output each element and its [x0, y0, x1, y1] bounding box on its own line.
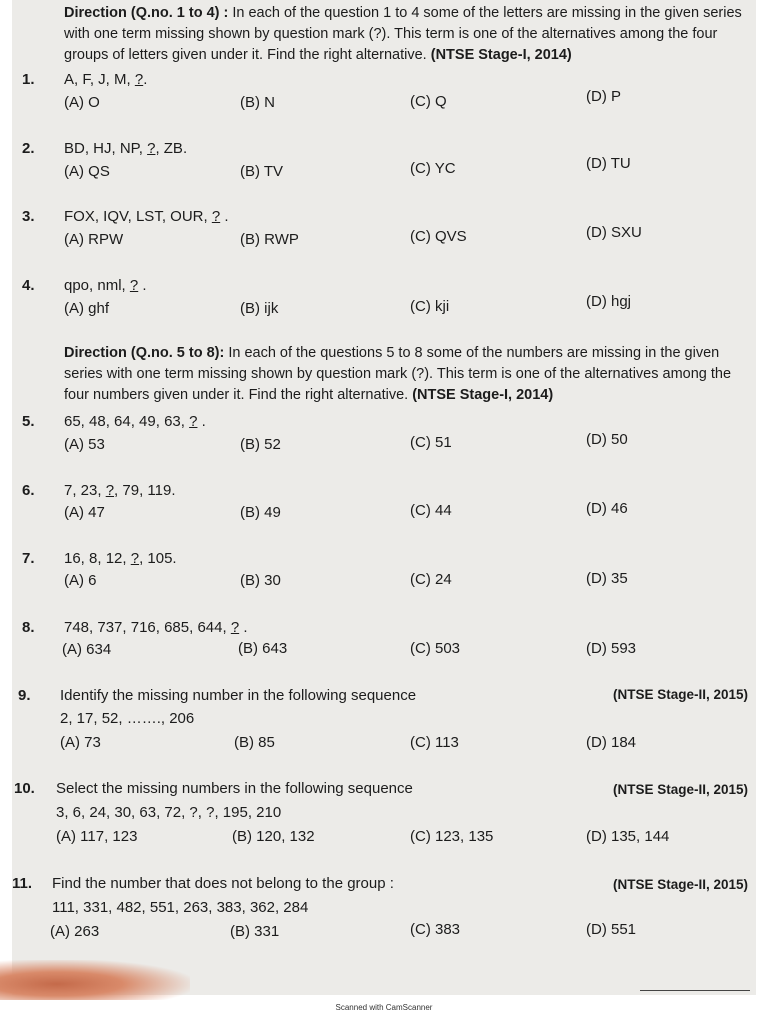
question-number: 5.	[22, 413, 35, 430]
question-text: qpo, nml, ? .	[64, 277, 147, 294]
option-c: (C) 113	[410, 734, 459, 751]
question-text: A, F, J, M, ?.	[64, 71, 148, 88]
option-a: (A) RPW	[64, 231, 124, 248]
question-source: (NTSE Stage-II, 2015)	[612, 877, 748, 892]
question-text: 16, 8, 12, ?, 105.	[64, 550, 177, 567]
option-d: (D) hgj	[586, 293, 632, 310]
option-d: (D) 593	[586, 640, 637, 657]
option-b: (B) 331	[230, 923, 280, 940]
thumb-shadow	[0, 960, 190, 1000]
question-number: 8.	[22, 619, 35, 636]
option-c: (C) Q	[410, 93, 447, 110]
option-d: (D) 135, 144	[586, 828, 670, 845]
option-b: (B) 120, 132	[232, 828, 315, 845]
option-d: (D) 50	[586, 431, 628, 448]
question-text: Select the missing numbers in the following sequence	[56, 780, 413, 797]
option-b: (B) TV	[240, 163, 284, 180]
question-text: Find the number that does not belong to the group :	[52, 875, 394, 892]
option-d: (D) 46	[586, 500, 628, 517]
option-b: (B) 643	[238, 640, 288, 657]
option-d: (D) P	[586, 88, 621, 105]
option-a: (A) 117, 123	[56, 828, 138, 845]
question-number: 2.	[22, 140, 35, 157]
option-b: (B) 85	[234, 734, 275, 751]
question-number: 3.	[22, 208, 35, 225]
question-number: 11.	[12, 875, 33, 892]
question-text: Identify the missing number in the following sequence	[60, 687, 417, 704]
option-a: (A) 6	[64, 572, 97, 589]
question-source: (NTSE Stage-II, 2015)	[612, 782, 748, 797]
option-c: (C) QVS	[410, 228, 467, 245]
question-text: BD, HJ, NP, ?, ZB.	[64, 140, 188, 157]
option-a: (A) QS	[64, 163, 110, 180]
question-number: 6.	[22, 482, 35, 499]
question-number: 1.	[22, 71, 35, 88]
option-c: (C) YC	[410, 160, 456, 177]
direction-text: In each of the questions 5 to 8 some of the numbers are missing in the given series with one term missing shown by question mark (?). This term is one of the alternatives among the four numbers given under it. Find the right alternative.	[64, 345, 732, 403]
option-c: (C) 123, 135	[410, 828, 494, 845]
direction-title: Direction (Q.no. 1 to 4) :	[64, 5, 229, 21]
option-b: (B) 30	[240, 572, 281, 589]
question-number: 7.	[22, 550, 35, 567]
option-b: (B) N	[240, 94, 275, 111]
direction-title: Direction (Q.no. 5 to 8):	[64, 345, 225, 361]
option-d: (D) 184	[586, 734, 637, 751]
option-c: (C) 51	[410, 434, 452, 451]
option-a: (A) 53	[64, 436, 105, 453]
option-a: (A) O	[64, 94, 100, 111]
option-b: (B) ijk	[240, 300, 279, 317]
option-d: (D) 35	[586, 570, 628, 587]
question-text: 7, 23, ?, 79, 119.	[64, 482, 176, 499]
option-c: (C) 383	[410, 921, 461, 938]
option-a: (A) 634	[62, 641, 112, 658]
question-number: 10.	[14, 780, 35, 797]
option-a: (A) 47	[64, 504, 105, 521]
scanner-watermark: Scanned with CamScanner	[335, 1003, 433, 1012]
direction-1	[64, 3, 748, 66]
direction-2	[64, 343, 748, 406]
option-c: (C) 503	[410, 640, 461, 657]
option-a: (A) 263	[50, 923, 100, 940]
question-text: FOX, IQV, LST, OUR, ? .	[64, 208, 229, 225]
option-c: (C) 44	[410, 502, 452, 519]
question-number: 9.	[18, 687, 31, 704]
option-c: (C) kji	[410, 298, 450, 315]
option-d: (D) TU	[586, 155, 631, 172]
direction-text: In each of the question 1 to 4 some of the letters are missing in the given series with one term missing shown by question mark (?). This term is one of the alternatives among the four groups of letters given under it. Find the right alternative.	[64, 5, 742, 63]
question-sequence: 2, 17, 52, ……., 206	[60, 710, 195, 727]
option-d: (D) 551	[586, 921, 637, 938]
page-rule	[640, 990, 750, 991]
question-sequence: 3, 6, 24, 30, 63, 72, ?, ?, 195, 210	[56, 804, 282, 821]
option-d: (D) SXU	[586, 224, 642, 241]
question-text: 748, 737, 716, 685, 644, ? .	[64, 619, 248, 636]
option-a: (A) 73	[60, 734, 101, 751]
option-b: (B) RWP	[240, 231, 299, 248]
question-sequence: 111, 331, 482, 551, 263, 383, 362, 284	[52, 899, 309, 916]
option-b: (B) 52	[240, 436, 281, 453]
question-text: 65, 48, 64, 49, 63, ? .	[64, 413, 206, 430]
direction-source: (NTSE Stage-I, 2014)	[430, 47, 572, 63]
question-source: (NTSE Stage-II, 2015)	[612, 687, 748, 702]
option-b: (B) 49	[240, 504, 281, 521]
option-a: (A) ghf	[64, 300, 110, 317]
question-number: 4.	[22, 277, 35, 294]
direction-source: (NTSE Stage-I, 2014)	[412, 387, 554, 403]
option-c: (C) 24	[410, 571, 452, 588]
